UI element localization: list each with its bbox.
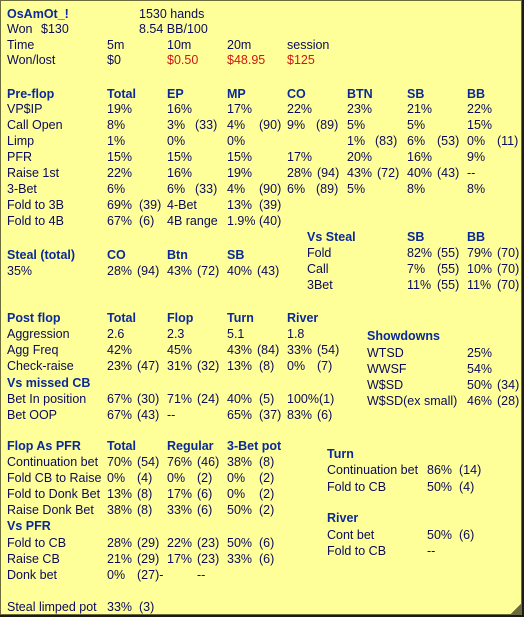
stat-value: 16% <box>167 102 193 116</box>
stat-label: 4-Bet <box>167 198 197 212</box>
stat-label: WTSD <box>367 346 404 360</box>
stat-label: Fold to 3B <box>7 198 64 212</box>
stat-label: 3Bet <box>307 278 333 292</box>
stat-value: 17% <box>167 487 193 501</box>
postflop-col-header: River <box>287 311 319 325</box>
stat-count: (30) <box>137 392 160 406</box>
stat-value: 0% <box>227 487 246 501</box>
stat-count: (43) <box>137 408 160 422</box>
stat-count: (54) <box>317 343 340 357</box>
stat-value: 16% <box>167 166 193 180</box>
preflop-header: Pre-flop <box>7 87 55 101</box>
stat-label: Fold to 4B <box>7 214 64 228</box>
results-header: Time <box>7 38 35 52</box>
missed-cb-header: Vs missed CB <box>7 376 91 390</box>
stat-value: 69% <box>107 198 133 212</box>
flop-pfr-header: Flop As PFR <box>7 439 81 453</box>
stat-count: (6) <box>139 214 155 228</box>
stat-value: 46% <box>467 394 493 408</box>
stat-count: (23) <box>197 552 220 566</box>
stat-value: 15% <box>467 118 493 132</box>
stat-value: 0% <box>107 568 126 582</box>
stat-count: (6) <box>259 536 275 550</box>
stat-value: 50% <box>467 378 493 392</box>
stat-count: (83) <box>375 134 398 148</box>
stat-label: Fold CB to Raise <box>7 471 102 485</box>
stat-count: (33) <box>195 182 218 196</box>
stat-value: 0% <box>287 359 306 373</box>
stat-count: (2) <box>259 487 275 501</box>
stat-value: 0% <box>227 471 246 485</box>
stat-label: Fold to CB <box>327 480 387 494</box>
stat-count: (8) <box>259 455 275 469</box>
stat-count: (4) <box>459 480 475 494</box>
stat-label: Steal limped pot <box>7 600 97 614</box>
stat-count: (89) <box>316 182 339 196</box>
stat-count: (55) <box>437 278 460 292</box>
stat-value: 1.8 <box>287 327 305 341</box>
stat-value: 22% <box>287 102 313 116</box>
stat-value: 33% <box>287 343 313 357</box>
vs-steal-col-header: SB <box>407 230 425 244</box>
preflop-col-header: SB <box>407 87 425 101</box>
postflop-col-header: Total <box>107 311 136 325</box>
stat-count: (89) <box>316 118 339 132</box>
won-label: Won <box>7 22 33 36</box>
stat-value: 43% <box>347 166 373 180</box>
stat-value: 54% <box>467 362 493 376</box>
stat-value: 23% <box>107 359 133 373</box>
stat-label: Fold to CB <box>327 544 387 558</box>
preflop-col-header: MP <box>227 87 246 101</box>
stat-value: 5.1 <box>227 327 245 341</box>
stat-value: 1.9% <box>227 214 256 228</box>
preflop-col-header: CO <box>287 87 306 101</box>
stat-value: 50% <box>227 503 253 517</box>
stat-value: 50% <box>227 536 253 550</box>
stat-value: 8% <box>407 182 426 196</box>
stat-value: -- <box>467 166 476 180</box>
stat-value: 1% <box>347 134 366 148</box>
stat-value: 65% <box>227 408 253 422</box>
stat-count: (94) <box>137 264 160 278</box>
stat-label: WWSF <box>367 362 407 376</box>
stat-value: 2.6 <box>107 327 125 341</box>
stat-value: 38% <box>227 455 253 469</box>
vs-steal-header: Vs Steal <box>307 230 356 244</box>
stat-label: Fold to CB <box>7 536 67 550</box>
stat-value: 6% <box>407 134 426 148</box>
stat-value: 38% <box>107 503 133 517</box>
stat-count: (2) <box>197 471 213 485</box>
stat-value: 13% <box>227 198 253 212</box>
showdowns-header: Showdowns <box>367 329 440 343</box>
stat-label: 4B range <box>167 214 218 228</box>
postflop-col-header: Flop <box>167 311 194 325</box>
stat-value: 28% <box>107 264 133 278</box>
stat-value: 40% <box>227 264 253 278</box>
stat-value: 5% <box>347 118 366 132</box>
stat-value: 40% <box>227 392 253 406</box>
stat-value: 33% <box>227 552 253 566</box>
stat-value: 10% <box>467 262 493 276</box>
stat-label: W$SD <box>367 378 404 392</box>
stat-count: (90) <box>259 182 282 196</box>
flop-pfr-col-header: 3-Bet pot <box>227 439 282 453</box>
stat-count: (94) <box>317 166 340 180</box>
stat-count: (24) <box>197 392 220 406</box>
stat-value: 22% <box>467 102 493 116</box>
stat-value: 1% <box>107 134 126 148</box>
stat-value: 2.3 <box>167 327 185 341</box>
stat-value: 13% <box>107 487 133 501</box>
stat-value: 0% <box>467 134 486 148</box>
stat-value: 17% <box>227 102 253 116</box>
stat-label: Raise 1st <box>7 166 60 180</box>
stat-label: Bet OOP <box>7 408 58 422</box>
stat-value: 19% <box>227 166 253 180</box>
stat-value: 31% <box>167 359 193 373</box>
stat-count: (8) <box>137 487 153 501</box>
stat-count: (3) <box>139 600 155 614</box>
stat-label: Call <box>307 262 329 276</box>
stat-count: (70) <box>497 246 520 260</box>
stat-count: (6) <box>197 503 213 517</box>
stat-count: (6) <box>459 528 475 542</box>
stat-value: 22% <box>167 536 193 550</box>
preflop-col-header: BB <box>467 87 486 101</box>
stat-value: 28% <box>107 536 133 550</box>
stat-value: 23% <box>347 102 373 116</box>
stat-value: 76% <box>167 455 193 469</box>
stat-count: (54) <box>137 455 160 469</box>
preflop-col-header: BTN <box>347 87 373 101</box>
results-value: $125 <box>287 53 315 67</box>
stat-count: (6) <box>317 408 333 422</box>
stat-count: (70) <box>497 262 520 276</box>
stat-value: 17% <box>167 552 193 566</box>
stat-label: Continuation bet <box>327 463 419 477</box>
stat-label: Limp <box>7 134 35 148</box>
stat-value: 15% <box>227 150 253 164</box>
vs-pfr-header: Vs PFR <box>7 519 51 533</box>
stat-count: (29) <box>137 552 160 566</box>
stat-value: 42% <box>107 343 133 357</box>
preflop-col-header: EP <box>167 87 184 101</box>
stat-value: 33% <box>167 503 193 517</box>
stat-count: (34) <box>497 378 520 392</box>
stat-value: 11% <box>407 278 432 292</box>
stat-label: Continuation bet <box>7 455 99 469</box>
stat-value: 9% <box>287 118 306 132</box>
stat-value: 17% <box>287 150 313 164</box>
stat-value: 79% <box>467 246 493 260</box>
steal-col-header: SB <box>227 248 245 262</box>
stat-count: (33) <box>195 118 218 132</box>
stat-value: 15% <box>107 150 133 164</box>
stat-count: (28) <box>497 394 520 408</box>
stat-label: 3-Bet <box>7 182 37 196</box>
stat-value: 82% <box>407 246 433 260</box>
stat-label: Aggression <box>7 327 70 341</box>
stat-value: 13% <box>227 359 253 373</box>
stat-label: PFR <box>7 150 32 164</box>
results-header: 5m <box>107 38 125 52</box>
stat-value: 21% <box>407 102 433 116</box>
stat-value: 100%(1) <box>287 392 335 406</box>
stat-count: (40) <box>259 214 282 228</box>
results-header: session <box>287 38 330 52</box>
flop-pfr-col-header: Total <box>107 439 136 453</box>
stat-value: 33% <box>107 600 133 614</box>
stat-value: 6% <box>167 182 186 196</box>
stat-count: (70) <box>497 278 520 292</box>
stat-value: 9% <box>467 150 486 164</box>
stat-count: (46) <box>197 455 220 469</box>
stat-value: 43% <box>167 264 193 278</box>
player-name[interactable]: OsAmOt_! <box>7 7 69 21</box>
stat-count: (8) <box>137 503 153 517</box>
stat-label: Bet In position <box>7 392 87 406</box>
stat-value: 7% <box>407 262 426 276</box>
stat-label: Raise CB <box>7 552 60 566</box>
stat-value: 35% <box>7 264 33 278</box>
stat-count: (2) <box>259 503 275 517</box>
stat-count: (47) <box>137 359 160 373</box>
stat-count: (72) <box>377 166 400 180</box>
stat-value: 4% <box>227 118 246 132</box>
stat-value: 86% <box>427 463 453 477</box>
stat-value: 43% <box>227 343 253 357</box>
stat-label: Call Open <box>7 118 63 132</box>
stat-value: 21% <box>107 552 133 566</box>
stat-value: 0% <box>167 471 186 485</box>
stat-value: 22% <box>107 166 133 180</box>
stat-value: 45% <box>167 343 193 357</box>
stat-value: 0% <box>107 471 126 485</box>
stat-value: 8% <box>467 182 486 196</box>
stat-value: -- <box>197 568 206 582</box>
flop-pfr-col-header: Regular <box>167 439 214 453</box>
stat-label: Check-raise <box>7 359 74 373</box>
stat-label: Fold <box>307 246 332 260</box>
stat-count: (6) <box>259 552 275 566</box>
stat-label: Raise Donk Bet <box>7 503 94 517</box>
stat-value: -- <box>427 544 436 558</box>
turn-header: Turn <box>327 447 354 461</box>
stat-count: (37) <box>259 408 282 422</box>
stat-value: 19% <box>107 102 133 116</box>
stat-value: 25% <box>467 346 493 360</box>
stat-count: (5) <box>259 392 275 406</box>
stat-value: 67% <box>107 392 133 406</box>
stat-count: (2) <box>259 471 275 485</box>
stat-value: 70% <box>107 455 133 469</box>
stat-value: 4% <box>227 182 246 196</box>
results-header: 10m <box>167 38 192 52</box>
results-value: $0.50 <box>167 53 199 67</box>
stat-value: 83% <box>287 408 313 422</box>
stat-count: (39) <box>259 198 282 212</box>
stat-value: 71% <box>167 392 193 406</box>
stat-count: (23) <box>197 536 220 550</box>
stat-count: (8) <box>259 359 275 373</box>
steal-col-header: Btn <box>167 248 188 262</box>
stat-count: (4) <box>137 471 153 485</box>
stat-count: (72) <box>197 264 220 278</box>
stat-count: (90) <box>259 118 282 132</box>
vs-steal-col-header: BB <box>467 230 486 244</box>
stat-count: (32) <box>197 359 220 373</box>
won-value: $130 <box>41 22 69 36</box>
steal-header: Steal (total) <box>7 248 76 262</box>
stat-value: 5% <box>407 118 426 132</box>
stat-value: 67% <box>107 408 133 422</box>
hands-count: 1530 hands <box>139 7 205 21</box>
stat-value: 20% <box>347 150 373 164</box>
stat-count: (43) <box>437 166 460 180</box>
results-value: $0 <box>107 53 121 67</box>
stat-count: (53) <box>437 134 460 148</box>
stat-label: Cont bet <box>327 528 375 542</box>
preflop-col-header: Total <box>107 87 136 101</box>
postflop-header: Post flop <box>7 311 61 325</box>
stat-count: (11) <box>497 134 519 148</box>
steal-col-header: CO <box>107 248 126 262</box>
stat-count: (27)- <box>137 568 164 582</box>
stat-value: -- <box>167 408 176 422</box>
stat-value: 15% <box>167 150 193 164</box>
stat-value: 8% <box>107 118 126 132</box>
stat-value: 16% <box>407 150 433 164</box>
resize-grip-icon[interactable] <box>511 604 521 614</box>
stat-label: W$SD(ex small) <box>367 394 458 408</box>
results-value: $48.95 <box>227 53 266 67</box>
stat-value: 50% <box>427 528 453 542</box>
river-header: River <box>327 511 359 525</box>
stat-value: 40% <box>407 166 433 180</box>
stat-count: (84) <box>257 343 280 357</box>
stat-value: 6% <box>287 182 306 196</box>
stat-count: (39) <box>139 198 162 212</box>
stat-value: 50% <box>427 480 453 494</box>
stat-label: Agg Freq <box>7 343 59 357</box>
postflop-col-header: Turn <box>227 311 254 325</box>
stat-value: 3% <box>167 118 186 132</box>
stat-count: (43) <box>257 264 280 278</box>
stat-value: 11% <box>467 278 492 292</box>
bb-rate: 8.54 BB/100 <box>139 22 208 36</box>
stat-value: 0% <box>227 134 246 148</box>
stat-label: Fold to Donk Bet <box>7 487 101 501</box>
stat-count: (6) <box>197 487 213 501</box>
results-header: 20m <box>227 38 252 52</box>
stat-value: 5% <box>347 182 366 196</box>
stat-value: 0% <box>167 134 186 148</box>
stat-count: (7) <box>317 359 333 373</box>
stat-value: 67% <box>107 214 133 228</box>
stat-label: Donk bet <box>7 568 58 582</box>
stat-value: 6% <box>107 182 126 196</box>
stat-count: (14) <box>459 463 482 477</box>
stat-count: (29) <box>137 536 160 550</box>
stat-count: (55) <box>437 262 460 276</box>
results-row-label: Won/lost <box>7 53 56 67</box>
stat-label: VP$IP <box>7 102 43 116</box>
stat-value: 28% <box>287 166 313 180</box>
stat-count: (55) <box>437 246 460 260</box>
